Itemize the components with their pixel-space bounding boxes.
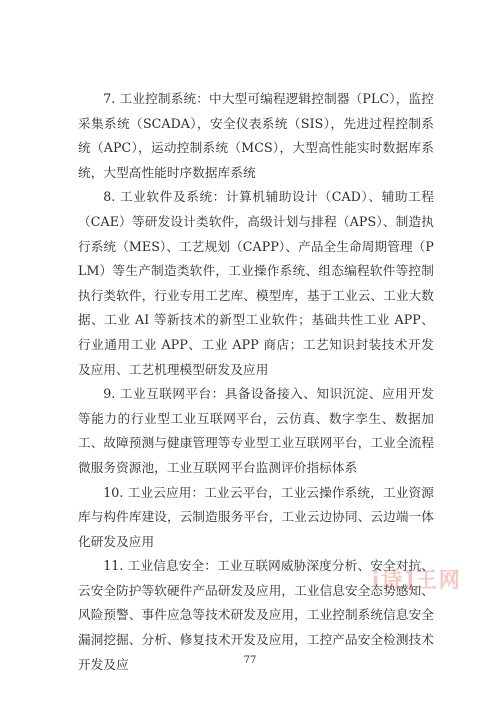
watermark: i诗]王网 <box>372 568 462 592</box>
document-body <box>78 87 434 677</box>
paragraph-industrial-control-systems: 7. 工业控制系统：中大型可编程逻辑控制器（PLC），监控采集系统（SCADA），安全仪表系统（SIS），先进过程控制系统（APC），运动控制系统（MCS），大型高性能实时数据库系统，大型高性能时序数据库系统 <box>78 91 434 180</box>
paragraph-industrial-information-security: 11. 工业信息安全：工业互联网威胁深度分析、安全对抗、云安全防护等软硬件产品研发及应用，工业信息安全态势感知、风险预警、事件应急等技术研发及应用，工业控制系统信息安全漏洞挖掘、分析、修复技术开发及应用，工控产品安全检测技术开发及应 <box>78 558 434 672</box>
paragraph-industrial-cloud: 10. 工业云应用：工业云平台，工业云操作系统，工业资源库与构件库建设，云制造服务平台，工业云边协同、云边端一体化研发及应用 <box>78 484 434 549</box>
page-number: 77 <box>243 655 257 666</box>
paragraph-industrial-internet-platform: 9. 工业互联网平台：具备设备接入、知识沉淀、应用开发等能力的行业型工业互联网平台，云仿真、数字孪生、数据加工、故障预测与健康管理等专业型工业互联网平台，工业全流程微服务资源池，工业互联网平台监测评价指标体系 <box>78 386 434 475</box>
paragraph-industrial-software: 8. 工业软件及系统：计算机辅助设计（CAD）、辅助工程（CAE）等研发设计类软件，高级计划与排程（APS）、制造执行系统（MES）、工艺规划（CAPP）、产品全生命周期管理（PLM）等生产制造类软件，工业操作系统、组态编程软件等控制执行类软件，行业专用工艺库、模型库，基于工业云、工业大数据、工业 AI 等新技术的新型工业软件；基础共性工业 APP、行业通用工业 APP、工业 APP 商店；工艺知识封装技术开发及应用、工艺机理模型研发及应用 <box>78 189 434 377</box>
